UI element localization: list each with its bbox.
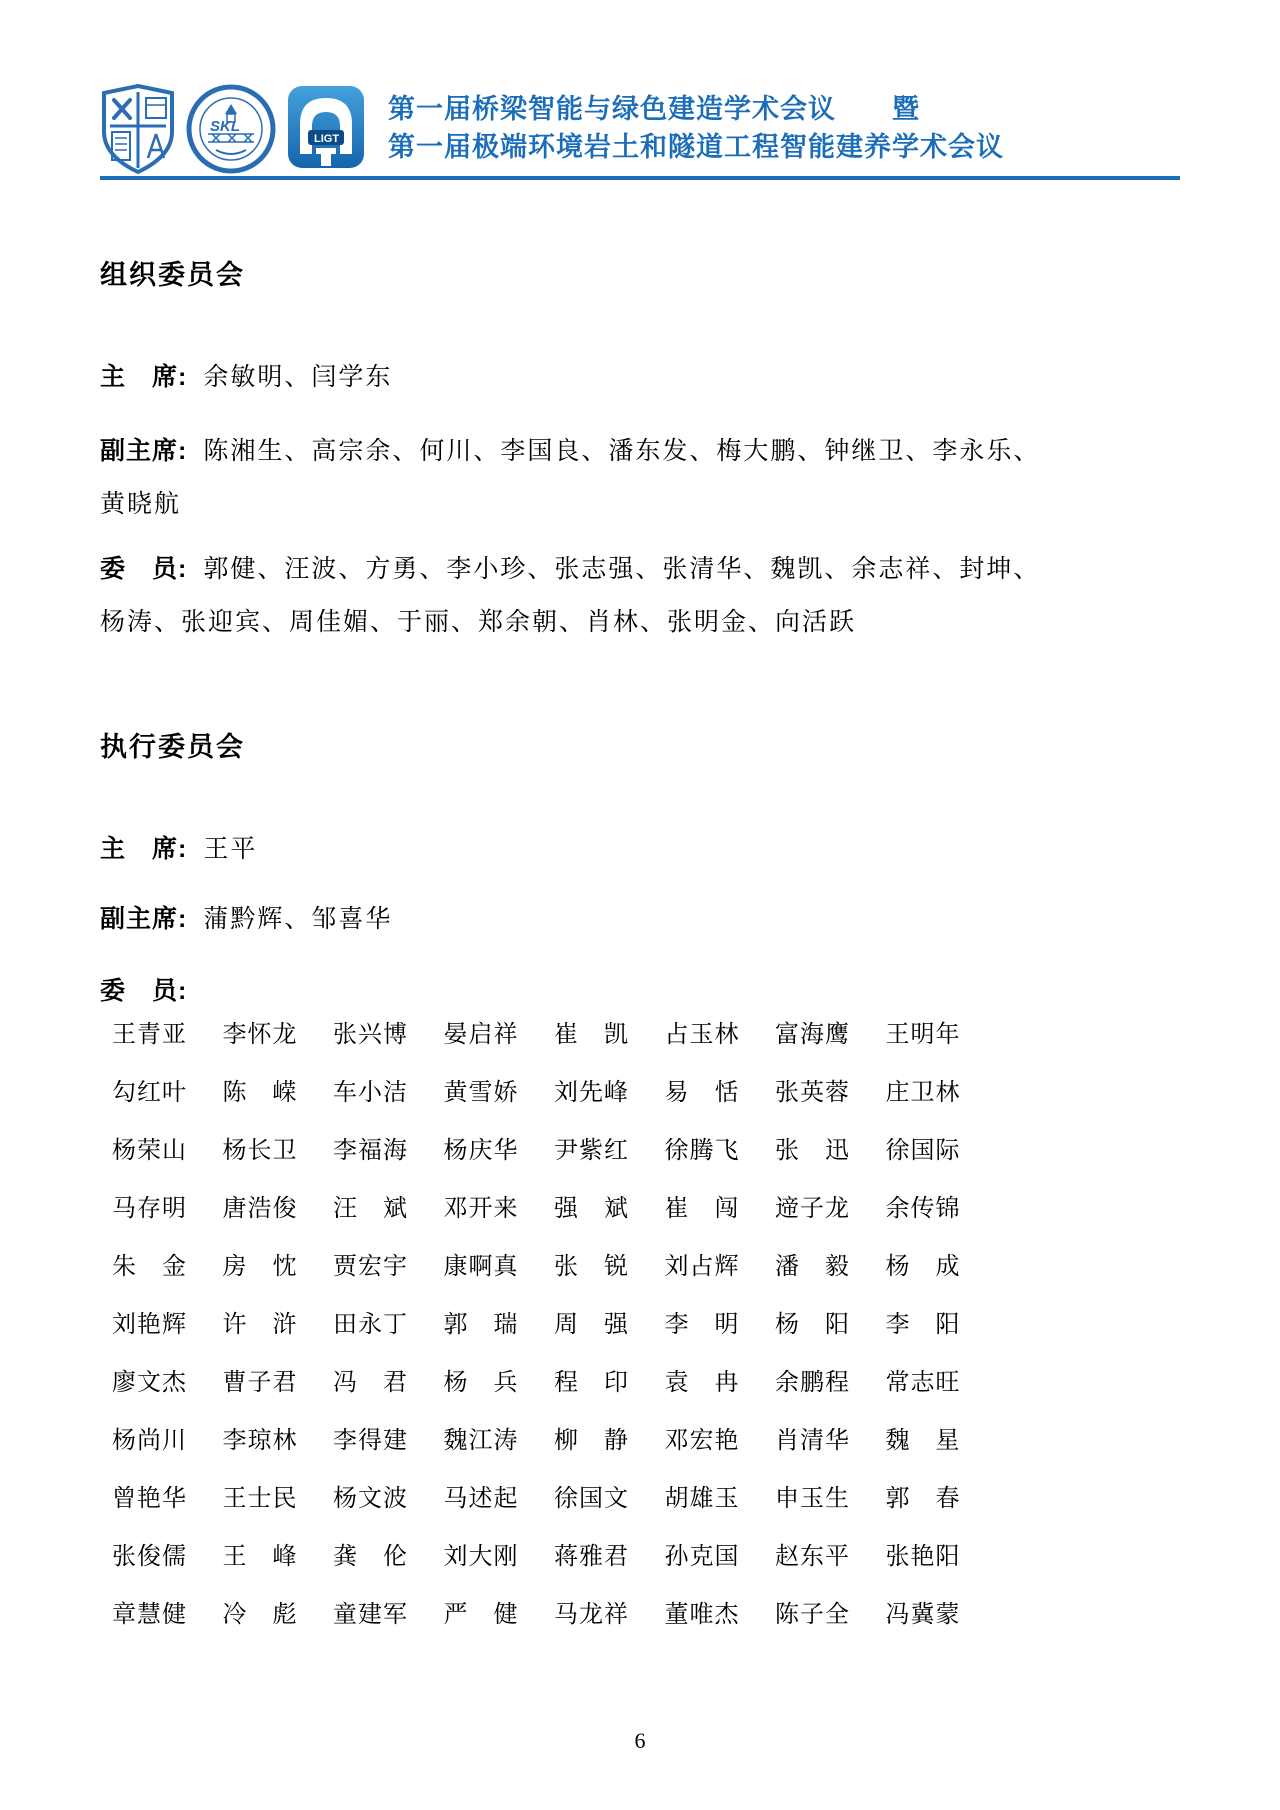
exec-vice-chair-names: 蒲黔辉、邹喜华 [203,906,393,933]
ligt-badge-icon [286,84,366,170]
member-name: 章慧健 [112,1601,187,1628]
org-chair-entry [100,351,1190,404]
member-name: 崔 闯 [664,1195,740,1222]
member-name: 柳 静 [554,1427,629,1454]
member-name: 张艳阳 [885,1543,961,1570]
member-name: 刘先峰 [554,1079,629,1106]
member-name: 邓开来 [443,1195,519,1222]
member-name: 贾宏宇 [333,1253,408,1280]
member-name: 程 印 [554,1369,629,1396]
skl-seal-logo [186,84,276,179]
member-name: 郭 春 [885,1485,961,1512]
university-emblem-logo [100,84,176,179]
member-name: 魏 星 [885,1427,961,1454]
executive-members-grid [112,1002,996,1640]
member-name: 李怀龙 [222,1021,298,1048]
org-members-label: 委 员: [100,555,188,583]
member-name: 晏启祥 [443,1021,519,1048]
org-members-names-line2: 杨涛、张迎宾、周佳媚、于丽、郑余朝、肖林、张明金、向活跃 [100,609,857,636]
member-name: 杨 阳 [775,1311,850,1338]
member-name: 李琼林 [222,1427,298,1454]
university-emblem-icon [100,84,176,174]
member-name: 许 浒 [222,1311,298,1338]
svg-text:SKL: SKL [210,118,240,135]
member-name: 孙克国 [664,1543,740,1570]
member-name: 田永丁 [333,1311,408,1338]
member-name: 杨庆华 [443,1137,519,1164]
page-number: 6 [634,1728,646,1753]
member-name: 李 明 [664,1311,740,1338]
member-name: 汪 斌 [333,1195,408,1222]
member-name: 申玉生 [775,1485,850,1512]
member-name: 朱 金 [112,1253,187,1280]
exec-members-label: 委 员: [100,977,188,1005]
exec-chair-entry [100,823,1190,876]
member-name: 魏江涛 [443,1427,519,1454]
org-vice-chair-names-line1: 陈湘生、高宗余、何川、李国良、潘东发、梅大鹏、钟继卫、李永乐、 [203,438,1041,465]
member-name: 李福海 [333,1137,408,1164]
member-name: 张兴博 [333,1021,408,1048]
skl-seal-icon [186,84,276,174]
member-name: 王士民 [222,1485,298,1512]
member-name: 冯 君 [333,1369,408,1396]
conference-title-line1: 第一届桥梁智能与绿色建造学术会议 暨 [388,94,920,124]
member-name: 杨文波 [333,1485,408,1512]
member-name: 杨长卫 [222,1137,298,1164]
member-name: 张 锐 [554,1253,629,1280]
member-name: 胡雄玉 [664,1485,740,1512]
member-name: 徐国文 [554,1485,629,1512]
member-name: 庄卫林 [885,1079,961,1106]
member-name: 张俊儒 [112,1543,187,1570]
org-members-entry [100,543,1190,649]
member-name: 王明年 [885,1021,961,1048]
member-name: 强 斌 [554,1195,629,1222]
member-name: 富海鹰 [775,1021,850,1048]
member-name: 冯冀蒙 [885,1601,961,1628]
member-name: 王 峰 [222,1543,298,1570]
svg-text:LIGT: LIGT [314,133,340,145]
member-name: 郭 瑞 [443,1311,519,1338]
member-name: 马龙祥 [554,1601,629,1628]
member-name: 常志旺 [885,1369,961,1396]
member-name: 勾红叶 [112,1079,187,1106]
member-name: 余鹏程 [775,1369,850,1396]
member-name: 马存明 [112,1195,187,1222]
member-name: 陈子全 [775,1601,850,1628]
organizing-committee-heading: 组织委员会 [100,260,245,290]
member-name: 占玉林 [664,1021,740,1048]
member-name: 童建军 [333,1601,408,1628]
member-name: 崔 凯 [554,1021,629,1048]
member-name: 陈 嵘 [222,1079,298,1106]
member-name: 蒋雅君 [554,1543,629,1570]
member-name: 康啊真 [443,1253,519,1280]
member-name: 刘大刚 [443,1543,519,1570]
org-chair-names: 余敏明、闫学东 [203,364,393,391]
conference-title [388,84,1004,166]
org-vice-chair-label: 副主席: [100,437,188,465]
exec-chair-label: 主 席: [100,835,188,863]
exec-chair-names: 王平 [203,836,258,863]
member-name: 董唯杰 [664,1601,740,1628]
member-name: 易 恬 [664,1079,740,1106]
member-name: 刘占辉 [664,1253,740,1280]
member-name: 龚 伦 [333,1543,408,1570]
member-name: 徐国际 [885,1137,961,1164]
header-divider-rule [100,176,1180,180]
member-name: 杨 成 [885,1253,961,1280]
member-name: 曾艳华 [112,1485,187,1512]
page-header [100,84,1180,179]
org-vice-chair-names-line2: 黄晓航 [100,491,182,518]
member-name: 廖文杰 [112,1369,187,1396]
member-name: 严 健 [443,1601,519,1628]
member-name: 马述起 [443,1485,519,1512]
member-name: 周 强 [554,1311,629,1338]
member-name: 余传锦 [885,1195,961,1222]
member-name: 杨尚川 [112,1427,187,1454]
member-name: 王青亚 [112,1021,187,1048]
member-name: 张 迅 [775,1137,850,1164]
executive-committee-heading: 执行委员会 [100,732,245,762]
member-name: 李得建 [333,1427,408,1454]
member-name: 杨 兵 [443,1369,519,1396]
exec-vice-chair-label: 副主席: [100,905,188,933]
member-name: 李 阳 [885,1311,961,1338]
member-name: 张英蓉 [775,1079,850,1106]
ligt-badge-logo [286,84,366,175]
member-name: 徐腾飞 [664,1137,740,1164]
member-name: 黄雪娇 [443,1079,519,1106]
member-name: 尹紫红 [554,1137,629,1164]
member-name: 袁 冉 [664,1369,740,1396]
member-name: 唐浩俊 [222,1195,298,1222]
member-name: 房 忱 [222,1253,298,1280]
org-chair-label: 主 席: [100,363,188,391]
org-vice-chair-entry [100,425,1190,531]
org-members-names-line1: 郭健、汪波、方勇、李小珍、张志强、张清华、魏凯、余志祥、封坤、 [203,556,1041,583]
member-name: 冷 彪 [222,1601,298,1628]
member-name: 刘艳辉 [112,1311,187,1338]
member-name: 潘 毅 [775,1253,850,1280]
member-name: 曹子君 [222,1369,298,1396]
member-name: 车小洁 [333,1079,408,1106]
member-name: 肖清华 [775,1427,850,1454]
conference-title-line2: 第一届极端环境岩土和隧道工程智能建养学术会议 [388,132,1004,162]
member-name: 杨荣山 [112,1137,187,1164]
exec-vice-chair-entry [100,893,1190,946]
member-name: 邓宏艳 [664,1427,740,1454]
member-name: 遆子龙 [775,1195,850,1222]
member-name: 赵东平 [775,1543,850,1570]
